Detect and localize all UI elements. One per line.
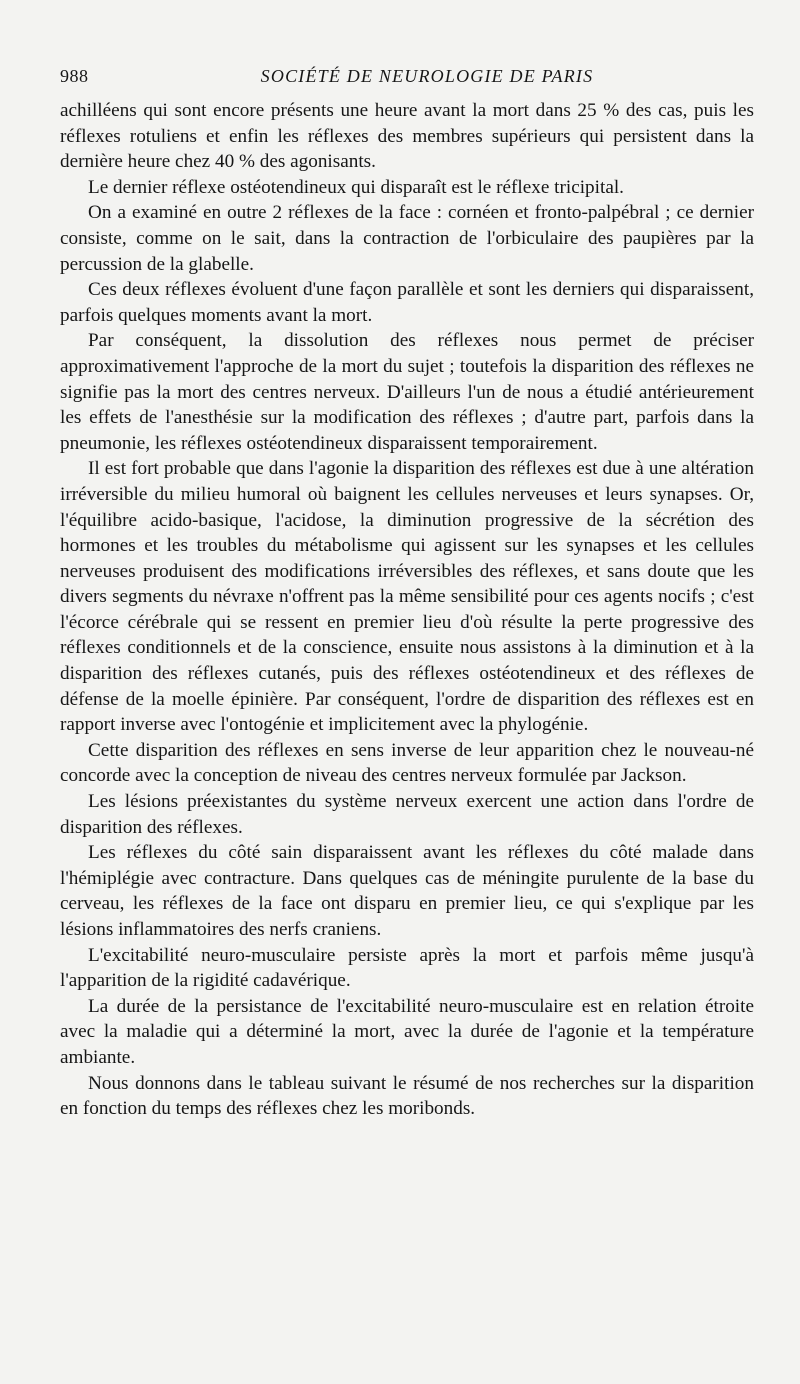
- paragraph-5: Par conséquent, la dissolution des réflexes nous permet de préciser approximativement l'approche de la mort du sujet ; toutefois la disparition des réflexes ne signifie pas la mort des centres nerveux. D'ailleurs l'un de nous a étudié antérieurement les effets de l'anesthésie sur la modification des réflexes ; d'autre part, parfois dans la pneumonie, les réflexes ostéotendineux disparaissent temporairement.: [60, 330, 754, 454]
- paragraph-3: On a examiné en outre 2 réflexes de la face : cornéen et fronto-palpébral ; ce dernier consiste, comme on le sait, dans la contraction de l'orbiculaire des paupières par la percussion de la glabelle.: [60, 202, 754, 275]
- paragraph-2: Le dernier réflexe ostéotendineux qui disparaît est le réflexe tricipital.: [88, 176, 624, 198]
- running-header: [60, 62, 754, 92]
- running-title: SOCIÉTÉ DE NEUROLOGIE DE PARIS: [260, 66, 594, 86]
- paragraph-8: Les lésions préexistantes du système nerveux exercent une action dans l'ordre de disparition des réflexes.: [60, 791, 754, 838]
- paragraph-1: achilléens qui sont encore présents une heure avant la mort dans 25 % des cas, puis les réflexes rotuliens et enfin les réflexes des membres supérieurs qui persistent dans la dernière heure chez 40 % des agonisants.: [60, 100, 754, 173]
- paragraph-7: Cette disparition des réflexes en sens inverse de leur apparition chez le nouveau-né concorde avec la conception de niveau des centres nerveux formulée par Jackson.: [60, 739, 754, 787]
- paragraph-11: La durée de la persistance de l'excitabilité neuro-musculaire est en relation étroite avec la maladie qui a déterminé la mort, avec la durée de l'agonie et la température ambiante.: [60, 995, 754, 1068]
- paragraph-12: Nous donnons dans le tableau suivant le résumé de nos recherches sur la disparition en fonction du temps des réflexes chez les moribonds.: [60, 1072, 754, 1120]
- paragraph-10: L'excitabilité neuro-musculaire persiste après la mort et parfois même jusqu'à l'apparition de la rigidité cadavérique.: [60, 944, 754, 992]
- paragraph-4: Ces deux réflexes évoluent d'une façon parallèle et sont les derniers qui disparaissent, parfois quelques moments avant la mort.: [60, 279, 754, 326]
- page-number: 988: [60, 66, 89, 86]
- body-text: [60, 98, 754, 1122]
- paragraph-6: Il est fort probable que dans l'agonie la disparition des réflexes est due à une altération irréversible du milieu humoral où baignent les cellules nerveuses et leurs synapses. Or, l'équilibre acido-basique, l'acidose, la diminution progressive de la sécrétion des hormones et les troubles du métabolisme qui agissent sur les synapses et les cellules nerveuses produisent des modifications irréversibles des réflexes, et sans doute que les divers segments du névraxe n'offrent pas la même sensibilité pour ces agents nocifs ; c'est l'écorce cérébrale qui se ressent en premier lieu d'où résulte la perte progressive des réflexes conditionnels et de la conscience, ensuite nous assistons à la diminution et à la disparition des réflexes cutanés, puis des réflexes ostéotendineux et des réflexes de défense de la moelle épinière. Par conséquent, l'ordre de disparition des réflexes est en rapport inverse avec l'ontogénie et implicitement avec la phylogénie.: [60, 458, 754, 736]
- paragraph-9: Les réflexes du côté sain disparaissent avant les réflexes du côté malade dans l'hémiplégie avec contracture. Dans quelques cas de méningite purulente de la base du cerveau, les réflexes de la face ont disparu en premier lieu, ce qui s'explique par les lésions inflammatoires des nerfs craniens.: [60, 842, 754, 940]
